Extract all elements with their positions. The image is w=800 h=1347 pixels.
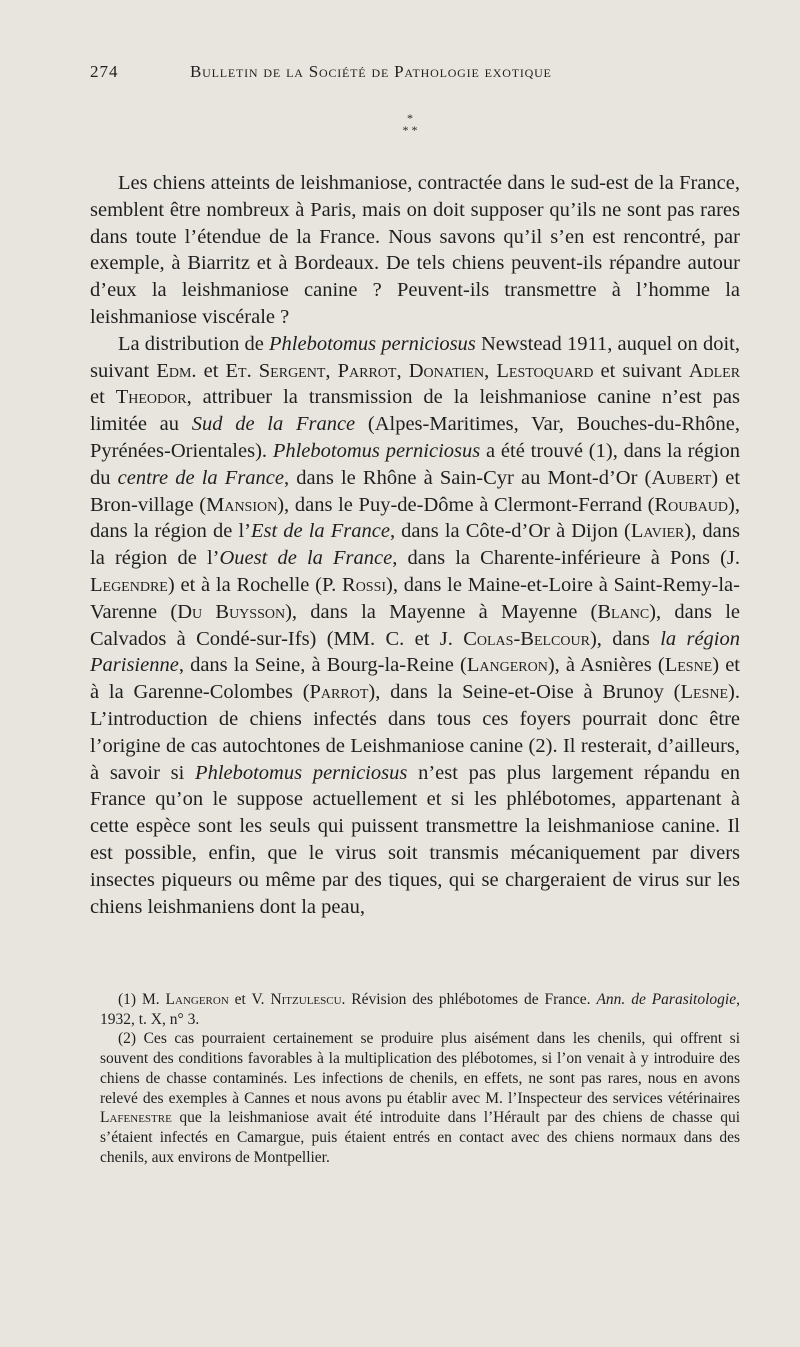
running-title: Bulletin de la Société de Pathologie exotique (190, 62, 552, 81)
italic-span: Phlebotomus perniciosus (272, 439, 481, 462)
text-span: et suivant (593, 359, 689, 382)
author-name: Mansion (206, 493, 278, 516)
text-span: ). L’introduction de chiens infectés dans tous ces foyers pourrait donc être l’origine de cas autochtones de Leishmaniose canine (2). Il resterait, d’ailleurs, à savoir si (90, 681, 740, 784)
author-name: Parrot (309, 681, 369, 704)
footnote (100, 1029, 740, 1167)
author-name: Parrot (337, 359, 397, 382)
text-span: (Alpes-Maritimes, Var, Bouches-du-Rhône, Pyrénées-Orientales). (90, 413, 740, 462)
text-span: (1) M. (118, 991, 166, 1008)
author-name: Lesne (664, 654, 713, 677)
text-span: ), dans la région de l’ (90, 493, 740, 543)
page-number: 274 (90, 62, 119, 81)
text-span: , (396, 359, 409, 382)
text-span: , attribuer la transmission de la leishmaniose canine n’est pas limitée au (90, 386, 741, 436)
italic-span: centre de la France (117, 466, 285, 489)
author-name: Adler (688, 359, 741, 382)
separator-bottom-stars: * * (402, 123, 418, 137)
text-span: ) et à la Garenne-Colombes ( (90, 654, 740, 704)
text-span: , (325, 359, 338, 382)
text-span: ), dans le Maine-et-Loire à Saint-Remy-la-Varenne ( (90, 573, 740, 623)
text-span: et (196, 359, 226, 382)
author-name: Lafenestre (100, 1109, 172, 1127)
text-span: , dans la Côte-d’Or à Dijon ( (389, 520, 631, 543)
author-name: Theodor (115, 386, 187, 409)
text-span: , dans la Seine, à Bourg-la-Reine ( (178, 654, 467, 677)
text-span: La distribution de (118, 332, 270, 355)
author-name: Edm. (156, 359, 197, 382)
section-separator (380, 112, 440, 136)
text-span: Les chiens atteints de leishmaniose, contractée dans le sud-est de la France, semblent être nombreux à Paris, mais on doit supposer qu’ils ne sont pas rares dans toute l’étendue de la France. Nous savons qu’il s’en est rencontré, par exemple, à Biarritz et à Bordeaux. De tels chiens peuvent-ils répandre autour d’eux la leishmaniose canine ? Peuvent-ils transmettre à l’homme la leishmaniose viscérale ? (90, 172, 740, 328)
text-span: ), dans la région de l’ (90, 520, 740, 570)
text-span: ) et à la Rochelle (P. (167, 573, 343, 596)
author-name: Rossi (342, 573, 387, 596)
author-name: Aubert (651, 466, 712, 489)
italic-span: la région Parisienne (90, 627, 741, 677)
italic-span: Sud de la France (191, 413, 356, 436)
text-span: que la leishmaniose avait été introduite dans l’Hérault par des chiens de chasse qui s’étaient infectés en Camargue, puis étaient entrés en contact avec des chiens normaux dans des chenils, aux environs de Montpellier. (100, 1109, 740, 1166)
text-span: a été trouvé (1), dans la région du (90, 439, 740, 489)
author-name: Legendre (90, 573, 168, 596)
text-span: Newstead 1911, auquel on doit, suivant (90, 332, 740, 382)
text-span: , 1932, t. X, n° 3. (100, 991, 740, 1028)
text-span: ), dans (589, 627, 661, 650)
text-span: ), à Asnières ( (547, 654, 665, 677)
italic-span: Ouest de la France (219, 547, 393, 570)
separator-top-star: * (407, 111, 413, 125)
text-span: , dans le Rhône à Sain-Cyr au Mont-d’Or ( (284, 466, 652, 489)
author-name: Blanc (597, 600, 650, 623)
author-name: Donatien (408, 359, 485, 382)
author-name: Et. Sergent (225, 359, 326, 382)
text-span: n’est pas plus largement répandu en France qu’on le suppose actuellement et si les phlébotomes, appartenant à cette espèce sont les seuls qui puissent transmettre la leishmaniose canine. Il est possible, enfin, que le virus soit transmis mécaniquement par divers insectes piqueurs ou même par des tiques, qui se chargeraient de virus sur les chiens leishmaniens dont la peau, (90, 761, 740, 918)
author-name: Du Buysson (177, 600, 286, 623)
paragraph (90, 170, 740, 331)
paragraph (90, 331, 740, 921)
author-name: Colas-Belcour (463, 627, 590, 650)
italic-span: Phlebotomus perniciosus (195, 761, 408, 784)
author-name: Lesne (680, 681, 729, 704)
author-name: Lestoquard (496, 359, 594, 382)
text-span: (2) Ces cas pourraient certainement se produire plus aisément dans les chenils, qui offrent si souvent des conditions favorables à la multiplication des plébotomes, si l’on venait à y introduire des chiens de chasse contaminés. Les infections de chenils, en effets, ne sont pas rares, nous en avons relevé des exemples à Cannes et nous avons pu établir avec M. l’Inspecteur des services vétérinaires (100, 1030, 740, 1107)
text-span: . Révision des phlébotomes de France. (341, 991, 597, 1008)
italic-span: Est de la France (250, 520, 390, 543)
text-span: ) et Bron-village ( (90, 466, 741, 516)
footnotes (100, 990, 740, 1167)
italic-span: Ann. de Parasitologie (596, 991, 737, 1008)
text-span: ), dans le Puy-de-Dôme à Clermont-Ferrand ( (277, 493, 655, 516)
author-name: Roubaud (654, 493, 729, 516)
text-span: et (90, 386, 116, 409)
text-span: ), dans le Calvados à Condé-sur-Ifs) (MM. C. et J. (90, 600, 740, 650)
body-text (90, 170, 740, 920)
footnote (100, 990, 740, 1029)
text-span: , (484, 359, 497, 382)
author-name: Lavier (630, 520, 685, 543)
italic-span: Phlebotomus perniciosus (269, 332, 476, 355)
author-name: Langeron (165, 991, 229, 1008)
text-span: ), dans la Mayenne à Mayenne ( (285, 600, 598, 623)
author-name: Langeron (466, 654, 548, 677)
author-name: Nitzulescu (270, 991, 342, 1008)
text-span: ), dans la Seine-et-Oise à Brunoy ( (368, 681, 681, 704)
text-span: et V. (228, 991, 271, 1008)
text-span: , dans la Charente-inférieure à Pons (J. (392, 547, 741, 570)
